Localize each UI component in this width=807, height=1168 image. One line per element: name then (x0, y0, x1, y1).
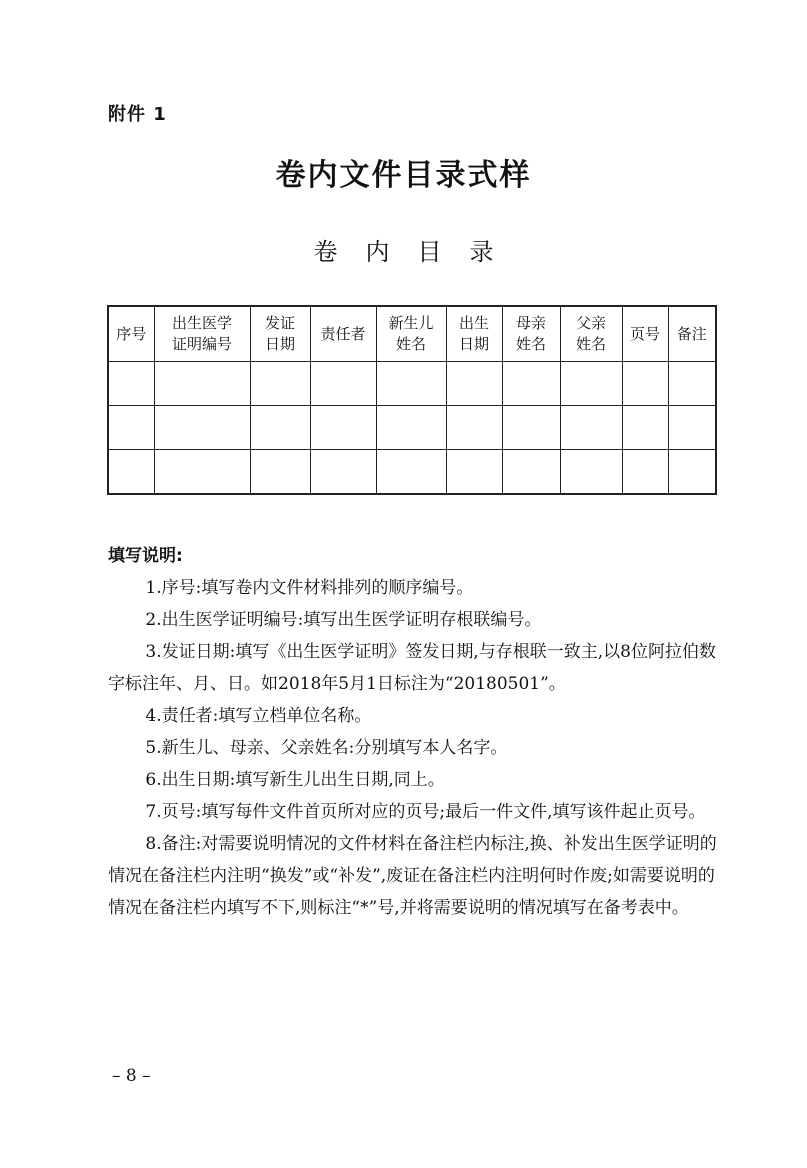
table-cell (446, 450, 502, 495)
table-row (108, 362, 716, 406)
column-header-issue-date: 发证 日期 (250, 306, 310, 362)
column-header-remarks: 备注 (668, 306, 716, 362)
column-header-mother-name: 母亲 姓名 (502, 306, 560, 362)
table-cell (560, 406, 622, 450)
table-cell (502, 450, 560, 495)
table-cell (250, 406, 310, 450)
main-title: 卷内文件目录式样 (275, 158, 532, 193)
column-header-birth-date: 出生 日期 (446, 306, 502, 362)
table-cell (622, 406, 668, 450)
table-row (108, 406, 716, 450)
column-header-father-name: 父亲 姓名 (560, 306, 622, 362)
instructions-section (108, 540, 720, 924)
table-cell (376, 362, 446, 406)
instruction-item: 1.序号:填写卷内文件材料排列的顺序编号。 (145, 578, 474, 598)
instructions-heading: 填写说明: (108, 546, 183, 566)
table-cell (668, 450, 716, 495)
table-cell (668, 406, 716, 450)
table-cell (622, 362, 668, 406)
instruction-item: 7.页号:填写每件文件首页所对应的页号;最后一件文件,填写该件起止页号。 (145, 802, 706, 822)
instruction-item: 6.出生日期:填写新生儿出生日期,同上。 (145, 770, 445, 790)
column-header-seq: 序号 (108, 306, 154, 362)
table-cell (108, 450, 154, 495)
table-cell (108, 406, 154, 450)
table-cell (622, 450, 668, 495)
table-cell (310, 450, 376, 495)
table-cell (310, 362, 376, 406)
table-cell (250, 450, 310, 495)
table-row (108, 450, 716, 495)
table-cell (668, 362, 716, 406)
table-cell (154, 406, 250, 450)
table-cell (376, 406, 446, 450)
column-header-newborn-name: 新生儿 姓名 (376, 306, 446, 362)
instruction-item: 5.新生儿、母亲、父亲姓名:分别填写本人名字。 (145, 738, 508, 758)
table-header-row (108, 306, 716, 362)
table-cell (502, 406, 560, 450)
instruction-item: 3.发证日期:填写《出生医学证明》签发日期,与存根联一致主,以8位阿拉伯数字标注年、月、日。如2018年5月1日标注为“20180501”。 (108, 642, 716, 694)
column-header-responsible: 责任者 (310, 306, 376, 362)
sub-title: 卷内目录 (313, 238, 522, 266)
instruction-item: 8.备注:对需要说明情况的文件材料在备注栏内标注,换、补发出生医学证明的情况在备注栏内注明“换发”或“补发”,废证在备注栏内注明何时作废;如需要说明的情况在备注栏内填写不下,则标注“*”号,并将需要说明的情况填写在备考表中。 (108, 834, 717, 918)
instruction-item: 2.出生医学证明编号:填写出生医学证明存根联编号。 (145, 610, 542, 630)
table-cell (560, 450, 622, 495)
table-cell (310, 406, 376, 450)
page-number: – 8 – (112, 1066, 151, 1086)
column-header-page-number: 页号 (622, 306, 668, 362)
table-cell (446, 362, 502, 406)
table-cell (154, 362, 250, 406)
catalog-table (107, 305, 717, 495)
table-cell (250, 362, 310, 406)
attachment-label: 附件 1 (108, 104, 167, 125)
table-cell (560, 362, 622, 406)
table-cell (502, 362, 560, 406)
table-cell (376, 450, 446, 495)
column-header-cert-number: 出生医学 证明编号 (154, 306, 250, 362)
instruction-item: 4.责任者:填写立档单位名称。 (145, 706, 372, 726)
table-cell (154, 450, 250, 495)
table-cell (446, 406, 502, 450)
table-cell (108, 362, 154, 406)
